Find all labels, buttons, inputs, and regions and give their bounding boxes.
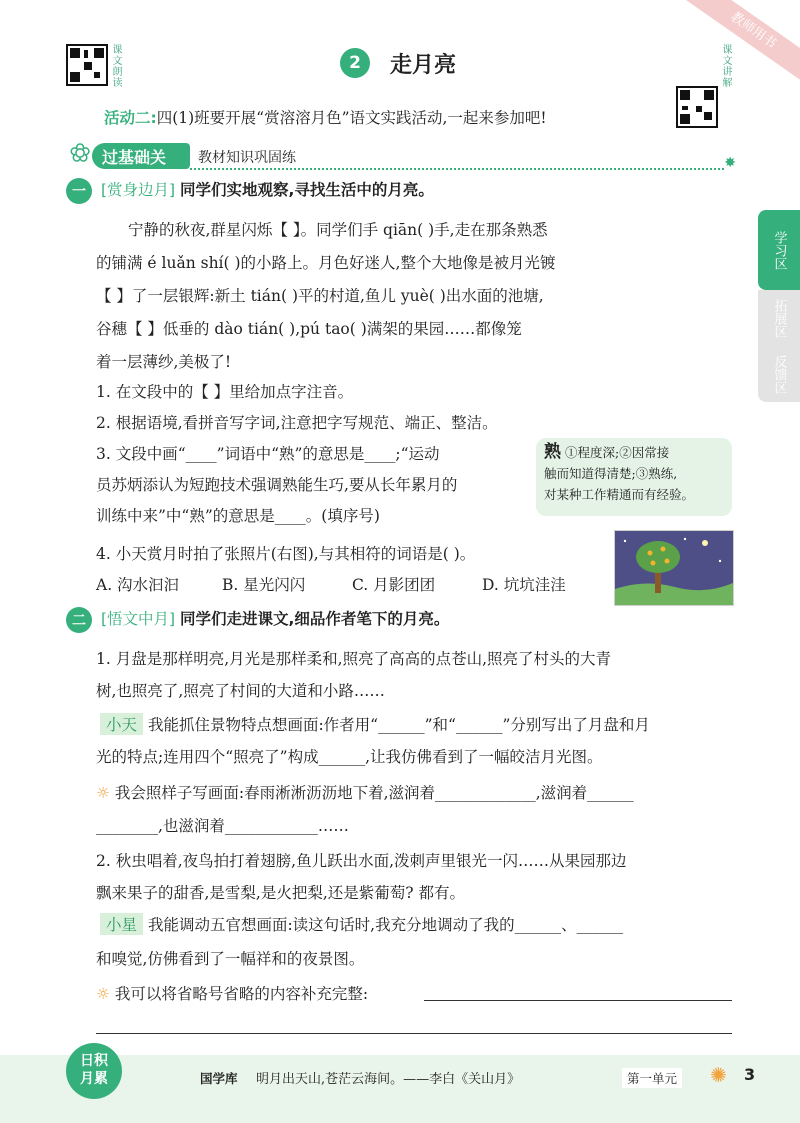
mascot-icon: ✺ — [710, 1063, 727, 1087]
xiaoxing-line-1 — [100, 913, 623, 935]
s2-q2-line-2: 飘来果子的甜香,是雪梨,是火把梨,还是紫葡萄? 都有。 — [96, 884, 466, 902]
qr-code-left[interactable] — [66, 44, 108, 86]
option-a[interactable]: A. 沟水汩汩 — [96, 576, 180, 594]
question-1: 1. 在文段中的【 】里给加点字注音。 — [96, 383, 354, 401]
section1-heading: 同学们实地观察,寻找生活中的月亮。 — [179, 181, 434, 199]
banner-star-icon: ✿ — [70, 139, 91, 167]
answer-line-2[interactable] — [96, 1033, 732, 1034]
passage-line-2: 的铺满 é luǎn shí( )的小路上。月色好迷人,整个大地像是被月光镀 — [96, 254, 556, 272]
qr-code-right[interactable] — [676, 86, 718, 128]
s2-q1-line-1: 1. 月盘是那样明亮,月光是那样柔和,照亮了高高的点苍山,照亮了村头的大青 — [96, 650, 611, 668]
xiaoxing-line-2: 和嗅觉,仿佛看到了一幅祥和的夜景图。 — [96, 950, 365, 968]
xiaotian-name-tag: 小天 — [100, 713, 143, 735]
lesson-number-badge: 2 — [340, 48, 370, 78]
section2-badge: 二 — [66, 607, 92, 633]
question-4: 4. 小天赏月时拍了张照片(右图),与其相符的词语是( )。 — [96, 545, 476, 563]
imitate-text-1: 我会照样子写画面:春雨淅淅沥沥地下着,滋润着_____________,滋润着______ — [114, 784, 634, 802]
definition-line-1: ①程度深;②因常接 — [565, 445, 670, 460]
activity-text: 四(1)班要开展“赏溶溶月色”语文实践活动,一起来参加吧! — [156, 109, 547, 127]
option-b[interactable]: B. 星光闪闪 — [222, 576, 306, 594]
definition-box — [536, 438, 732, 516]
footer-badge-line1: 日积 — [80, 1053, 108, 1069]
banner-subtitle: 教材知识巩固练 — [198, 150, 296, 166]
xiaotian-line-2: 光的特点;连用四个“照亮了”构成______,让我仿佛看到了一幅皎洁月光图。 — [96, 748, 603, 766]
passage-line-4: 谷穗【 】低垂的 dào tián( ),pú tao( )满架的果园……都像笼 — [96, 320, 522, 338]
imitate-line-1 — [96, 781, 634, 803]
xiaoxing-name-tag: 小星 — [100, 913, 143, 935]
section1-header — [66, 178, 434, 204]
passage-line-1: 宁静的秋夜,群星闪烁【 】。同学们手 qiān( )手,走在那条熟悉 — [128, 221, 548, 239]
unit-label: 第一单元 — [622, 1068, 682, 1088]
footer-badge — [66, 1043, 122, 1099]
xiaotian-line-1 — [100, 713, 650, 735]
sun-icon: ☼ — [96, 784, 110, 802]
footer-band — [0, 1055, 800, 1123]
definition-line-3: 对某种工作精通而有经验。 — [544, 487, 695, 502]
qr-right-label: 课文讲解 — [720, 44, 731, 88]
section1-tag: [赏身边月] — [100, 181, 176, 199]
definition-line-2: 触而知道得清楚;③熟练, — [544, 466, 678, 481]
option-c[interactable]: C. 月影团团 — [352, 576, 436, 594]
passage-line-3: 【 】了一层银辉:新土 tián( )平的村道,鱼儿 yuè( )出水面的池塘, — [96, 287, 544, 305]
answer-line-1[interactable] — [424, 1000, 732, 1001]
footer-badge-line2: 月累 — [80, 1071, 108, 1087]
tab-feedback[interactable]: 反馈区 — [758, 346, 800, 402]
question-3-line-1: 3. 文段中画“____”词语中“熟”的意思是____;“运动 — [96, 445, 440, 463]
tab-extend[interactable]: 拓展区 — [758, 290, 800, 346]
footer-quote: 明月出天山,苍茫云海间。——李白《关山月》 — [256, 1072, 521, 1087]
banner-title: 过基础关 — [102, 148, 167, 167]
section2-header — [66, 607, 449, 633]
banner-end-icon: ✸ — [724, 155, 736, 171]
tab-study[interactable]: 学习区 — [758, 210, 800, 290]
definition-char: 熟 — [544, 442, 561, 462]
question-3-line-3: 训练中来”中“熟”的意思是____。(填序号) — [96, 507, 380, 525]
corner-ribbon: 教师用书 — [676, 0, 800, 90]
sun-icon: ☼ — [96, 985, 110, 1003]
s2-q2-line-1: 2. 秋虫唱着,夜鸟拍打着翅膀,鱼儿跃出水面,泼刺声里银光一闪……从果园那边 — [96, 852, 627, 870]
options-row — [96, 573, 566, 595]
section-banner — [66, 139, 736, 171]
section1-badge: 一 — [66, 178, 92, 204]
complete-line — [96, 982, 368, 1004]
xiaotian-text-1: 我能抓住景物特点想画面:作者用“______”和“______”分别写出了月盘和月 — [147, 716, 650, 734]
activity-line — [104, 106, 547, 128]
question-3-line-2: 员苏炳添认为短跑技术强调熟能生巧,要从长年累月的 — [96, 476, 458, 494]
activity-label: 活动二: — [104, 109, 157, 127]
section2-heading: 同学们走进课文,细品作者笔下的月亮。 — [179, 610, 450, 628]
question-2: 2. 根据语境,看拼音写字词,注意把字写规范、端正、整洁。 — [96, 414, 498, 432]
complete-text: 我可以将省略号省略的内容补充完整: — [114, 985, 369, 1003]
page-number: 3 — [744, 1065, 756, 1084]
option-d[interactable]: D. 坑坑洼洼 — [482, 576, 566, 594]
lesson-title: 走月亮 — [390, 53, 457, 78]
imitate-line-2: ________,也滋润着____________…… — [96, 817, 349, 835]
s2-q1-line-2: 树,也照亮了,照亮了村间的大道和小路…… — [96, 682, 385, 700]
section2-tag: [悟文中月] — [100, 610, 176, 628]
moon-tree-picture — [614, 530, 734, 606]
passage-line-5: 着一层薄纱,美极了! — [96, 353, 232, 371]
qr-left-label: 课文朗读 — [110, 44, 121, 88]
xiaoxing-text-1: 我能调动五官想画面:读这句话时,我充分地调动了我的______、______ — [147, 916, 624, 934]
library-label: 国学库 — [200, 1071, 238, 1086]
